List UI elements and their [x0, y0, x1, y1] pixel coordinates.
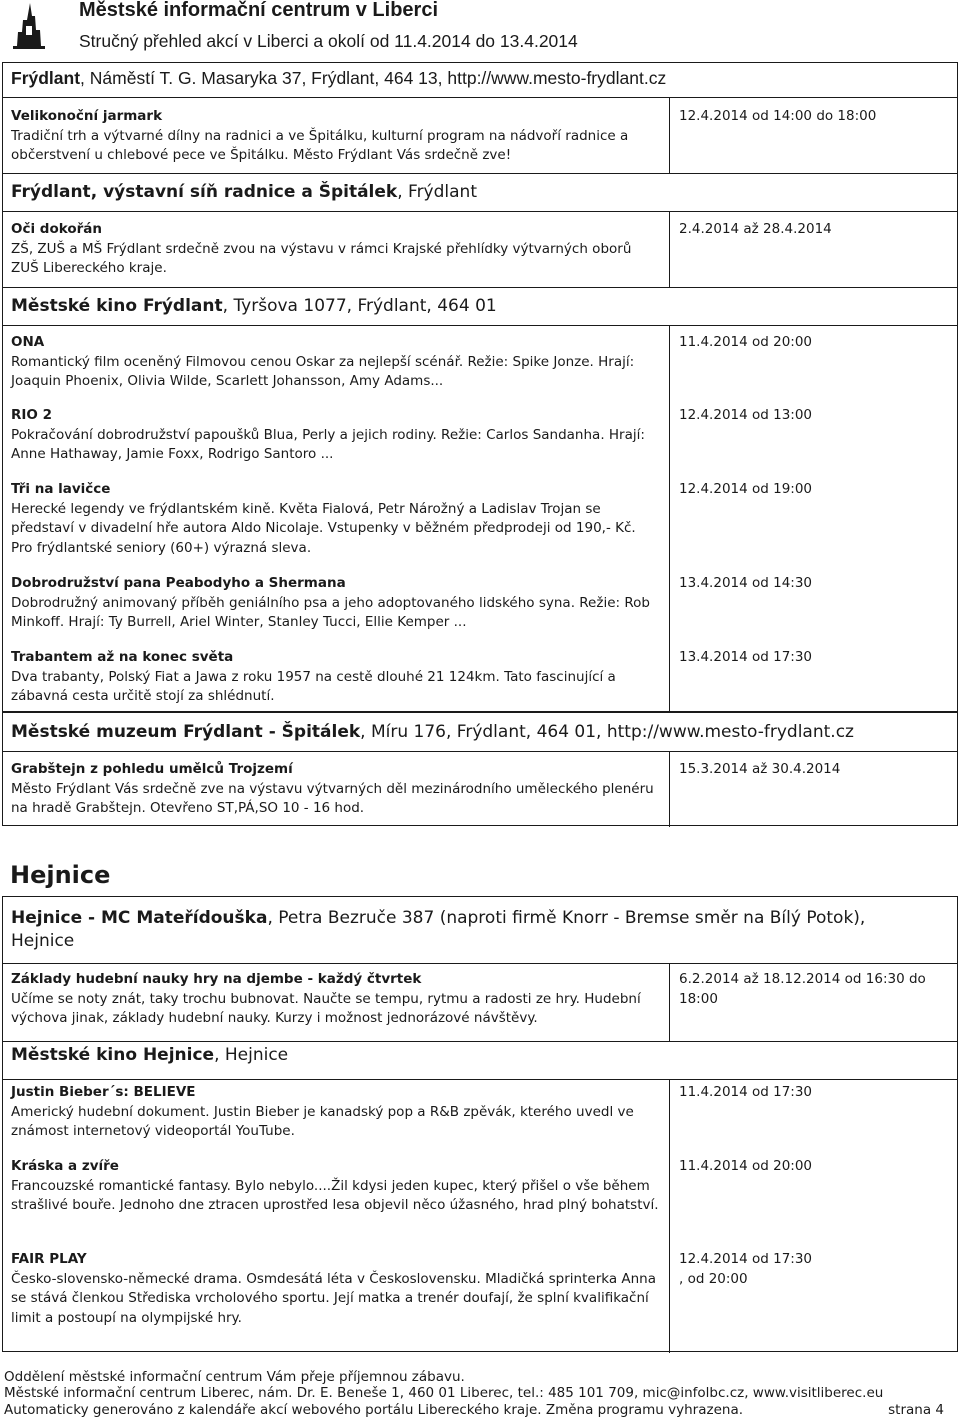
- film-date: 13.4.2014 od 14:30: [679, 575, 813, 591]
- film-item: [11, 333, 661, 392]
- event-title: Velikonoční jarmark: [11, 108, 163, 124]
- venue-header: [3, 1044, 957, 1066]
- column-divider: [669, 325, 670, 713]
- venue-name: Městské kino Frýdlant: [11, 296, 223, 316]
- film-description: Dva trabanty, Polský Fiat a Jawa z roku 1957 na cestě dlouhé 21 124km. Tato fascinující a zábavná cesta určitě stojí za shlédnutí.: [11, 668, 616, 705]
- film-title: ONA: [11, 334, 45, 350]
- film-description: Americký hudební dokument. Justin Bieber je kanadský pop a R&B zpěvák, kterého uvedl ve známost internetový videoportál YouTube.: [11, 1103, 634, 1140]
- film-date: 12.4.2014 od 19:00: [679, 481, 813, 497]
- column-divider: [669, 97, 670, 173]
- venue-address: , Náměstí T. G. Masaryka 37, Frýdlant, 464 13, http://www.mesto-frydlant.cz: [80, 68, 667, 88]
- venue-name: Hejnice - MC Mateřídouška: [11, 908, 268, 928]
- row-divider: [3, 97, 957, 98]
- event-title: Základy hudební nauky hry na djembe - každý čtvrtek: [11, 971, 422, 987]
- row-divider: [3, 325, 957, 326]
- film-title: Tři na lavičce: [11, 481, 111, 497]
- film-date: 12.4.2014 od 17:30 , od 20:00: [679, 1251, 813, 1287]
- film-description: Francouzské romantické fantasy. Bylo nebylo....Žil kdysi jeden kupec, který přišel o vše během strašlivé bouře. Jednoho dne ztracen uprostřed lesa objevil něco úžasného, hrad plný bohatství.: [11, 1177, 659, 1214]
- film-title: Justin Bieber´s: BELIEVE: [11, 1084, 196, 1100]
- venue-name: Frýdlant, výstavní síň radnice a Špitálek: [11, 182, 398, 202]
- film-item: [11, 648, 661, 707]
- event-item: [11, 220, 661, 279]
- venue-address: , Míru 176, Frýdlant, 464 01, http://www.mesto-frydlant.cz: [360, 722, 854, 742]
- venue-header: [3, 295, 957, 317]
- film-description: Dobrodružný animovaný příběh geniálního psa a jeho adoptovaného lidského syna. Režie: Rob Minkoff. Hrají: Ty Burrell, Ariel Winter, Stanley Tucci, Ellie Kemper ...: [11, 594, 650, 631]
- film-date: 13.4.2014 od 17:30: [679, 649, 813, 665]
- column-divider: [669, 211, 670, 287]
- film-title: Trabantem až na konec světa: [11, 649, 234, 665]
- venue-address: , Hejnice: [214, 1045, 289, 1065]
- footer-contact: Městské informační centrum Liberec, nám. Dr. E. Beneše 1, 460 01 Liberec, tel.: 485 101 709, mic@infolbc.cz, www.visitliberec.eu: [4, 1385, 884, 1401]
- film-title: Kráska a zvíře: [11, 1158, 119, 1174]
- film-date: 11.4.2014 od 17:30: [679, 1084, 813, 1100]
- frydlant-events-table: [2, 62, 958, 712]
- page-title: Městské informační centrum v Liberci: [79, 0, 439, 21]
- film-item: [11, 574, 661, 633]
- footer-greeting: Oddělení městské informační centrum Vám přeje příjemnou zábavu.: [4, 1369, 465, 1385]
- event-item: [11, 760, 661, 819]
- hejnice-events-table: [2, 896, 958, 1352]
- row-divider: [3, 173, 957, 174]
- film-description: Herecké legendy ve frýdlantském kině. Květa Fialová, Petr Nárožný a Ladislav Trojan se představí v divadelní hře autora Aldo Nicolaje. Vstupenky v běžném předprodeji od 190,- Kč. Pro frýdlantské seniory (60+) výrazná sleva.: [11, 500, 636, 556]
- row-divider: [3, 211, 957, 212]
- event-date: 2.4.2014 až 28.4.2014: [679, 221, 832, 237]
- film-description: Romantický film oceněný Filmovou cenou Oskar za nejlepší scénář. Režie: Spike Jonze. Hrají: Joaquin Phoenix, Olivia Wilde, Scarlett Johansson, Amy Adams...: [11, 353, 635, 390]
- event-title: Oči dokořán: [11, 221, 103, 237]
- venue-name: Městské kino Hejnice: [11, 1045, 215, 1065]
- film-item: [11, 480, 661, 558]
- film-title: FAIR PLAY: [11, 1251, 87, 1267]
- film-item: [11, 406, 661, 465]
- film-date: 11.4.2014 od 20:00: [679, 1158, 813, 1174]
- event-item: [11, 970, 661, 1029]
- liberec-town-hall-logo-icon: [9, 2, 49, 50]
- page-number: strana 4: [888, 1402, 944, 1418]
- event-date: 12.4.2014 od 14:00 do 18:00: [679, 108, 877, 124]
- row-divider: [3, 1041, 957, 1042]
- film-item: [11, 1083, 661, 1142]
- event-description: ZŠ, ZUŠ a MŠ Frýdlant srdečně zvou na výstavu v rámci Krajské přehlídky výtvarných oborů ZUŠ Libereckého kraje.: [11, 240, 632, 277]
- film-date: 11.4.2014 od 20:00: [679, 334, 813, 350]
- event-item: [11, 107, 661, 166]
- row-divider: [3, 751, 957, 752]
- column-divider: [669, 1079, 670, 1353]
- film-date: 12.4.2014 od 13:00: [679, 407, 813, 423]
- venue-name: Frýdlant: [11, 68, 81, 88]
- event-description: Tradiční trh a výtvarné dílny na radnici a ve Špitálku, kulturní program na nádvoří radnice a občerstvení u chlebové pece ve Špitálku. Město Frýdlant Vás srdečně zve!: [11, 127, 629, 164]
- venue-header: [3, 907, 957, 953]
- venue-header: [3, 67, 957, 89]
- film-title: RIO 2: [11, 407, 52, 423]
- column-divider: [669, 963, 670, 1041]
- event-title: Grabštejn z pohledu umělců Trojzemí: [11, 761, 293, 777]
- row-divider: [3, 287, 957, 288]
- film-item: [11, 1157, 661, 1216]
- page-header: [0, 0, 960, 54]
- row-divider: [3, 963, 957, 964]
- event-description: Učíme se noty znát, taky trochu bubnovat. Naučte se tempu, rytmu a radosti ze hry. Hudební výchova jinak, základy hudební nauky. Kurzy i možnost jednorázové návštěvy.: [11, 990, 641, 1027]
- event-description: Město Frýdlant Vás srdečně zve na výstavu výtvarných děl mezinárodního uměleckého plenéru na hradě Grabštejn. Otevřeno ST,PÁ,SO 10 - 16 hod.: [11, 780, 654, 817]
- venue-header: [3, 181, 957, 203]
- venue-address: , Frýdlant: [397, 182, 477, 202]
- event-date: 6.2.2014 až 18.12.2014 od 16:30 do 18:00: [679, 971, 926, 1007]
- venue-header: [3, 721, 957, 743]
- venue-address: , Petra Bezruče 387 (naproti firmě Knorr - Bremse směr na Bílý Potok), Hejnice: [11, 908, 866, 951]
- page-subtitle: Stručný přehled akcí v Liberci a okolí od 11.4.2014 do 13.4.2014: [79, 31, 578, 51]
- event-date: 15.3.2014 až 30.4.2014: [679, 761, 841, 777]
- film-item: [11, 1250, 661, 1328]
- town-heading: Hejnice: [10, 861, 111, 889]
- venue-address: , Tyršova 1077, Frýdlant, 464 01: [222, 296, 497, 316]
- film-title: Dobrodružství pana Peabodyho a Shermana: [11, 575, 346, 591]
- film-description: Česko-slovensko-německé drama. Osmdesátá léta v Československu. Mladičká sprinterka Anna se stává členkou Střediska vrcholového sportu. Její matka a trenér doufají, že splní kvalifikační limit a postoupí na olympijské hry.: [11, 1270, 657, 1326]
- film-description: Pokračování dobrodružství papoušků Blua, Perly a jejich rodiny. Režie: Carlos Sandanha. Hrají: Anne Hathaway, Jamie Foxx, Rodrigo Santoro ...: [11, 426, 645, 463]
- museum-events-table: [2, 712, 958, 826]
- footer-note: Automaticky generováno z kalendáře akcí webového portálu Libereckého kraje. Změna programu vyhrazena.: [4, 1402, 744, 1418]
- venue-name: Městské muzeum Frýdlant - Špitálek: [11, 722, 361, 742]
- column-divider: [669, 751, 670, 827]
- row-divider: [3, 1079, 957, 1080]
